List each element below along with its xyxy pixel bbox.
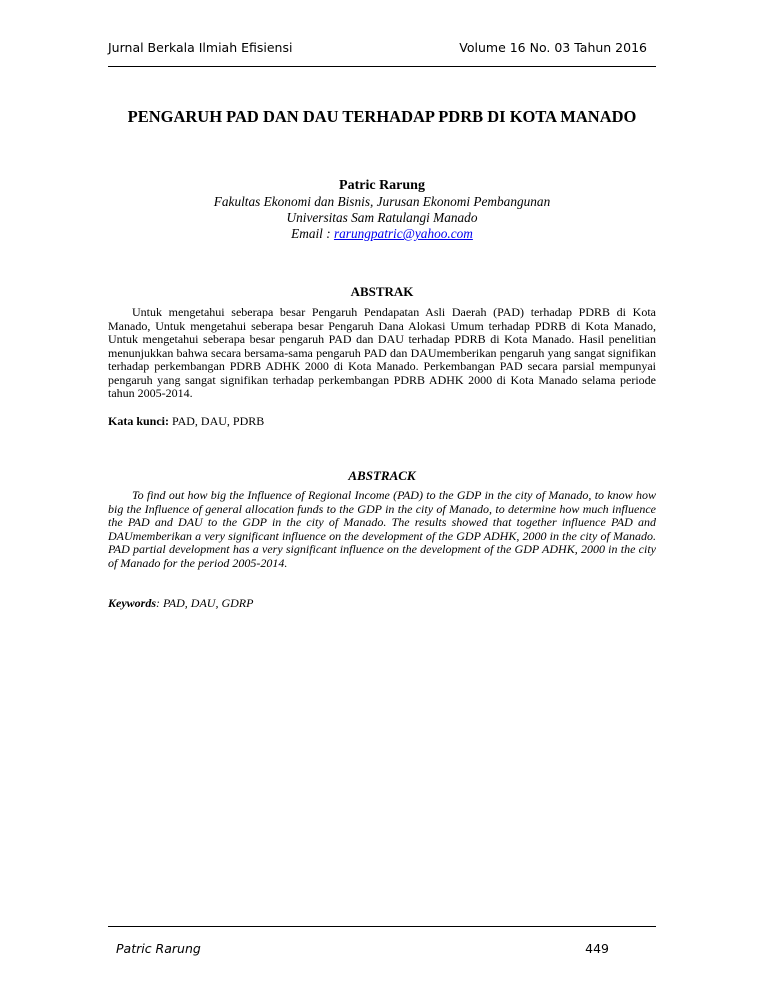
- abstrack-text: To find out how big the Influence of Regional Income (PAD) to the GDP in the city of Manado, to know how big the Influence of general allocation funds to the GDP in the city of Manado, to determine how much influence the PAD and DAU to the GDP in the city of Manado. The results showed that together influence PAD and DAUmemberikan a very significant influence on the development of the GDP ADHK, 2000 in the city of Manado. PAD partial development has a very significant influence on the development of the GDP ADHK, 2000 in the city of Manado for the period 2005-2014.: [108, 488, 656, 570]
- footer-divider: [108, 926, 656, 927]
- header-divider: [108, 66, 656, 67]
- keywords-label: Keywords: [108, 596, 156, 610]
- journal-name: Jurnal Berkala Ilmiah Efisiensi: [108, 40, 293, 55]
- email-link[interactable]: rarungpatric@yahoo.com: [333, 226, 473, 241]
- page-number: 449: [585, 941, 609, 956]
- abstrak-heading: ABSTRAK: [350, 284, 414, 299]
- affiliation: [108, 194, 656, 242]
- article-title: PENGARUH PAD DAN DAU TERHADAP PDRB DI KOTA MANADO: [127, 107, 637, 126]
- email-label: Email :: [291, 226, 334, 241]
- email-line: [108, 226, 656, 242]
- kata-kunci-values: PAD, DAU, PDRB: [169, 414, 265, 428]
- author-name: Patric Rarung: [339, 178, 425, 193]
- volume-info: Volume 16 No. 03 Tahun 2016: [459, 40, 647, 55]
- affiliation-university: Universitas Sam Ratulangi Manado: [286, 210, 478, 225]
- affiliation-faculty: Fakultas Ekonomi dan Bisnis, Jurusan Ekonomi Pembangunan: [213, 194, 551, 209]
- kata-kunci-label: Kata kunci:: [108, 414, 170, 428]
- abstrak-text: Untuk mengetahui seberapa besar Pengaruh Pendapatan Asli Daerah (PAD) terhadap PDRB di Kota Manado, Untuk mengetahui seberapa besar Pengaruh Dana Alokasi Umum terhadap PDRB di Kota Manado, Untuk mengetahui seberapa besar pengaruh PAD dan DAU terhadap PDRB di Kota Manado. Hasil penelitian menunjukkan bahwa secara bersama-sama pengaruh PAD dan DAUmemberikan pengaruh yang sangat signifikan terhadap perkembangan PDRB ADHK 2000 di Kota Manado. Perkembangan PAD secara parsial mempunyai pengaruh yang sangat signifikan terhadap perkembangan PDRB ADHK 2000 di Kota Manado selama periode tahun 2005-2014.: [108, 305, 656, 400]
- keywords-values: : PAD, DAU, GDRP: [156, 596, 254, 610]
- kata-kunci: [108, 414, 656, 428]
- footer-author: Patric Rarung: [116, 941, 201, 956]
- abstrack-heading: ABSTRACK: [348, 468, 416, 483]
- keywords: [108, 596, 656, 610]
